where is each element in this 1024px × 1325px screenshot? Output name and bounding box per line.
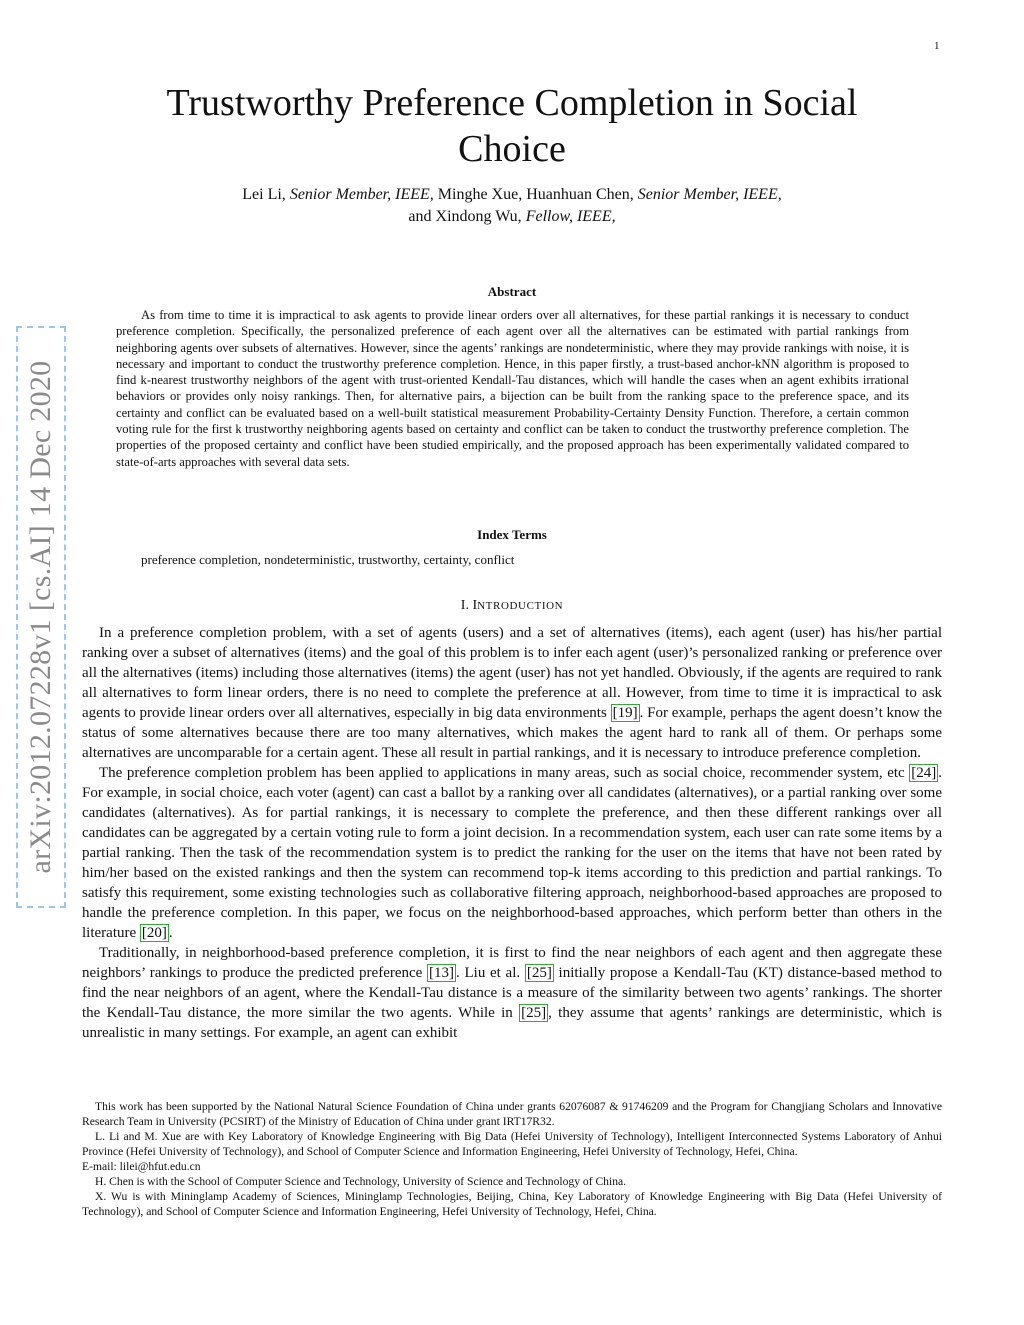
footnote-affiliation: X. Wu is with Mininglamp Academy of Sciences, Mininglamp Technologies, Beijing, China, Key Laboratory of Knowledge Engineering with Big Data (Hefei University of Technology), and School of Computer Science and Information Engineering, Hefei University of Technology, Hefei, China. bbox=[82, 1190, 942, 1218]
paragraph bbox=[82, 763, 942, 943]
author-name: and Xindong Wu, bbox=[408, 208, 526, 225]
index-terms-heading: Index Terms bbox=[477, 527, 547, 542]
abstract-body: As from time to time it is impractical to ask agents to provide linear orders over all alternatives, for these partial rankings it is necessary to conduct preference completion. Specifically, the personalized preference of each agent over all the alternatives can be estimated with partial rankings from neighboring agents over subsets of alternatives. However, since the agents’ rankings are nondeterministic, where they may provide rankings with noise, it is necessary and important to conduct the trustworthy preference completion. Hence, in this paper firstly, a trust-based anchor-kNN algorithm is proposed to find k-nearest trustworthy neighbors of the agent with trust-oriented Kendall-Tau distances, which will handle the cases when an agent exhibits irrational behaviors or provides only noisy rankings. Then, for alternative pairs, a bijection can be built from the ranking space to the preference space, and its certainty and conflict can be evaluated based on a well-built statistical measurement Probability-Certainty Density Function. Therefore, a certain common voting rule for the first k trustworthy neighboring agents based on certainty and conflict can be taken to conduct the trustworthy preference completion. The properties of the proposed certainty and conflict have been studied empirically, and the proposed approach has been experimentally validated compared to state-of-arts approaches with several data sets. bbox=[116, 308, 909, 469]
citation-link[interactable]: [19] bbox=[612, 705, 638, 721]
author-name: Lei Li, bbox=[242, 186, 290, 203]
footnotes bbox=[82, 1099, 942, 1219]
index-terms-body: preference completion, nondeterministic, trustworthy, certainty, conflict bbox=[141, 552, 515, 567]
footnote-email: E-mail: lilei@hfut.edu.cn bbox=[82, 1160, 201, 1173]
arxiv-stamp[interactable] bbox=[16, 326, 66, 908]
footnote-affiliation: H. Chen is with the School of Computer Science and Technology, University of Science and Technology of China. bbox=[95, 1175, 627, 1188]
citation-link[interactable]: [20] bbox=[141, 925, 167, 941]
citation-link[interactable]: [13] bbox=[429, 965, 455, 981]
author-name: Minghe Xue, Huanhuan Chen, bbox=[433, 186, 638, 203]
paragraph-text: . bbox=[168, 925, 173, 941]
paragraph-text: Traditionally, in neighborhood-based preference completion, it is first to find the near neighbors of each agent and then aggregate these neighbors’ rankings to produce the predicted preference bbox=[82, 945, 942, 981]
abstract-heading: Abstract bbox=[487, 284, 537, 299]
author-role: Senior Member, IEEE, bbox=[637, 186, 782, 203]
footnote-affiliation: L. Li and M. Xue are with Key Laboratory of Knowledge Engineering with Big Data (Hefei University of Technology), Intelligent Interconnected Systems Laboratory of Anhui Province (Hefei University of Technology), and School of Computer Science and Information Engineering, Hefei University of Technology, Hefei, China. bbox=[82, 1130, 942, 1158]
author-role: Fellow, IEEE, bbox=[525, 208, 616, 225]
arxiv-identifier: arXiv:2012.07228v1 [cs.AI] 14 Dec 2020 bbox=[24, 360, 57, 874]
section-numeral: I. bbox=[460, 598, 473, 613]
section-heading-initial: I bbox=[472, 598, 478, 613]
paragraph-text: . For example, perhaps the agent doesn’t know the status of some alternatives because there are too many alternatives, which makes the agent hard to rank all of them. Or perhaps some alternatives are uncomparable for a certain agent. These all result in partial rankings, and it is necessary to introduce preference completion. bbox=[82, 705, 942, 761]
section-heading bbox=[0, 598, 1024, 614]
page-number: 1 bbox=[934, 40, 940, 52]
section-body bbox=[82, 623, 942, 1043]
paragraph-text: , they assume that agents’ rankings are deterministic, which is unrealistic in many settings. For example, an agent can exhibit bbox=[82, 1005, 942, 1041]
section-heading-rest: NTRODUCTION bbox=[477, 600, 564, 612]
paragraph-text: The preference completion problem has been applied to applications in many areas, such as social choice, recommender system, etc bbox=[99, 765, 910, 781]
footnote-funding: This work has been supported by the National Natural Science Foundation of China under grants 62076087 & 91746209 and the Program for Changjiang Scholars and Innovative Research Team in University (PCSIRT) of the Ministry of Education of China under grant IRT17R32. bbox=[82, 1100, 942, 1128]
paragraph-text: . For example, in social choice, each voter (agent) can cast a ballot by a ranking over all candidates (alternatives), or a partial ranking over some candidates (alternatives). As for partial rankings, it is necessary to complete the preference, and then these different rankings over all candidates can be aggregated by a certain voting rule to form a joint decision. In a recommendation system, each user can rate some items by a partial ranking. Then the task of the recommendation system is to predict the ranking for the user on the items that have not been rated by him/her based on the existed rankings and then the system can recommend top-k items according to this prediction and partial rankings. To satisfy this requirement, some existing technologies such as collaborative filtering approach, neighborhood-based approaches are proposed to handle the preference completion. In this paper, we focus on the neighborhood-based approaches, which perform better than others in the literature bbox=[82, 765, 942, 941]
paragraph-text: In a preference completion problem, with a set of agents (users) and a set of alternatives (items), each agent (user) has his/her partial ranking over a subset of alternatives (items) and the goal of this problem is to infer each agent (user)’s personalized ranking or preference over all the alternatives (items) including those alternatives (items) the agent (user) has not yet handled. Obviously, if the agents are required to rank all alternatives to form linear orders, there is no need to complete the preference at all. However, from time to time it is impractical to ask agents to provide linear orders over all alternatives, especially in big data environments bbox=[82, 625, 942, 721]
citation-link[interactable]: [25] bbox=[521, 1005, 547, 1021]
paragraph bbox=[82, 623, 942, 763]
author-list bbox=[120, 184, 904, 228]
paragraph-text: . Liu et al. bbox=[456, 965, 525, 981]
author-role: Senior Member, IEEE, bbox=[289, 186, 434, 203]
paragraph-text: initially propose a Kendall-Tau (KT) distance-based method to find the near neighbors of an agent, where the Kendall-Tau distance is a measure of the similarity between two agents’ rankings. The shorter the Kendall-Tau distance, the more similar the two agents. While in bbox=[82, 965, 942, 1021]
paper-title: Trustworthy Preference Completion in Social Choice bbox=[166, 82, 858, 170]
citation-link[interactable]: [25] bbox=[526, 965, 552, 981]
citation-link[interactable]: [24] bbox=[911, 765, 937, 781]
paragraph bbox=[82, 943, 942, 1043]
